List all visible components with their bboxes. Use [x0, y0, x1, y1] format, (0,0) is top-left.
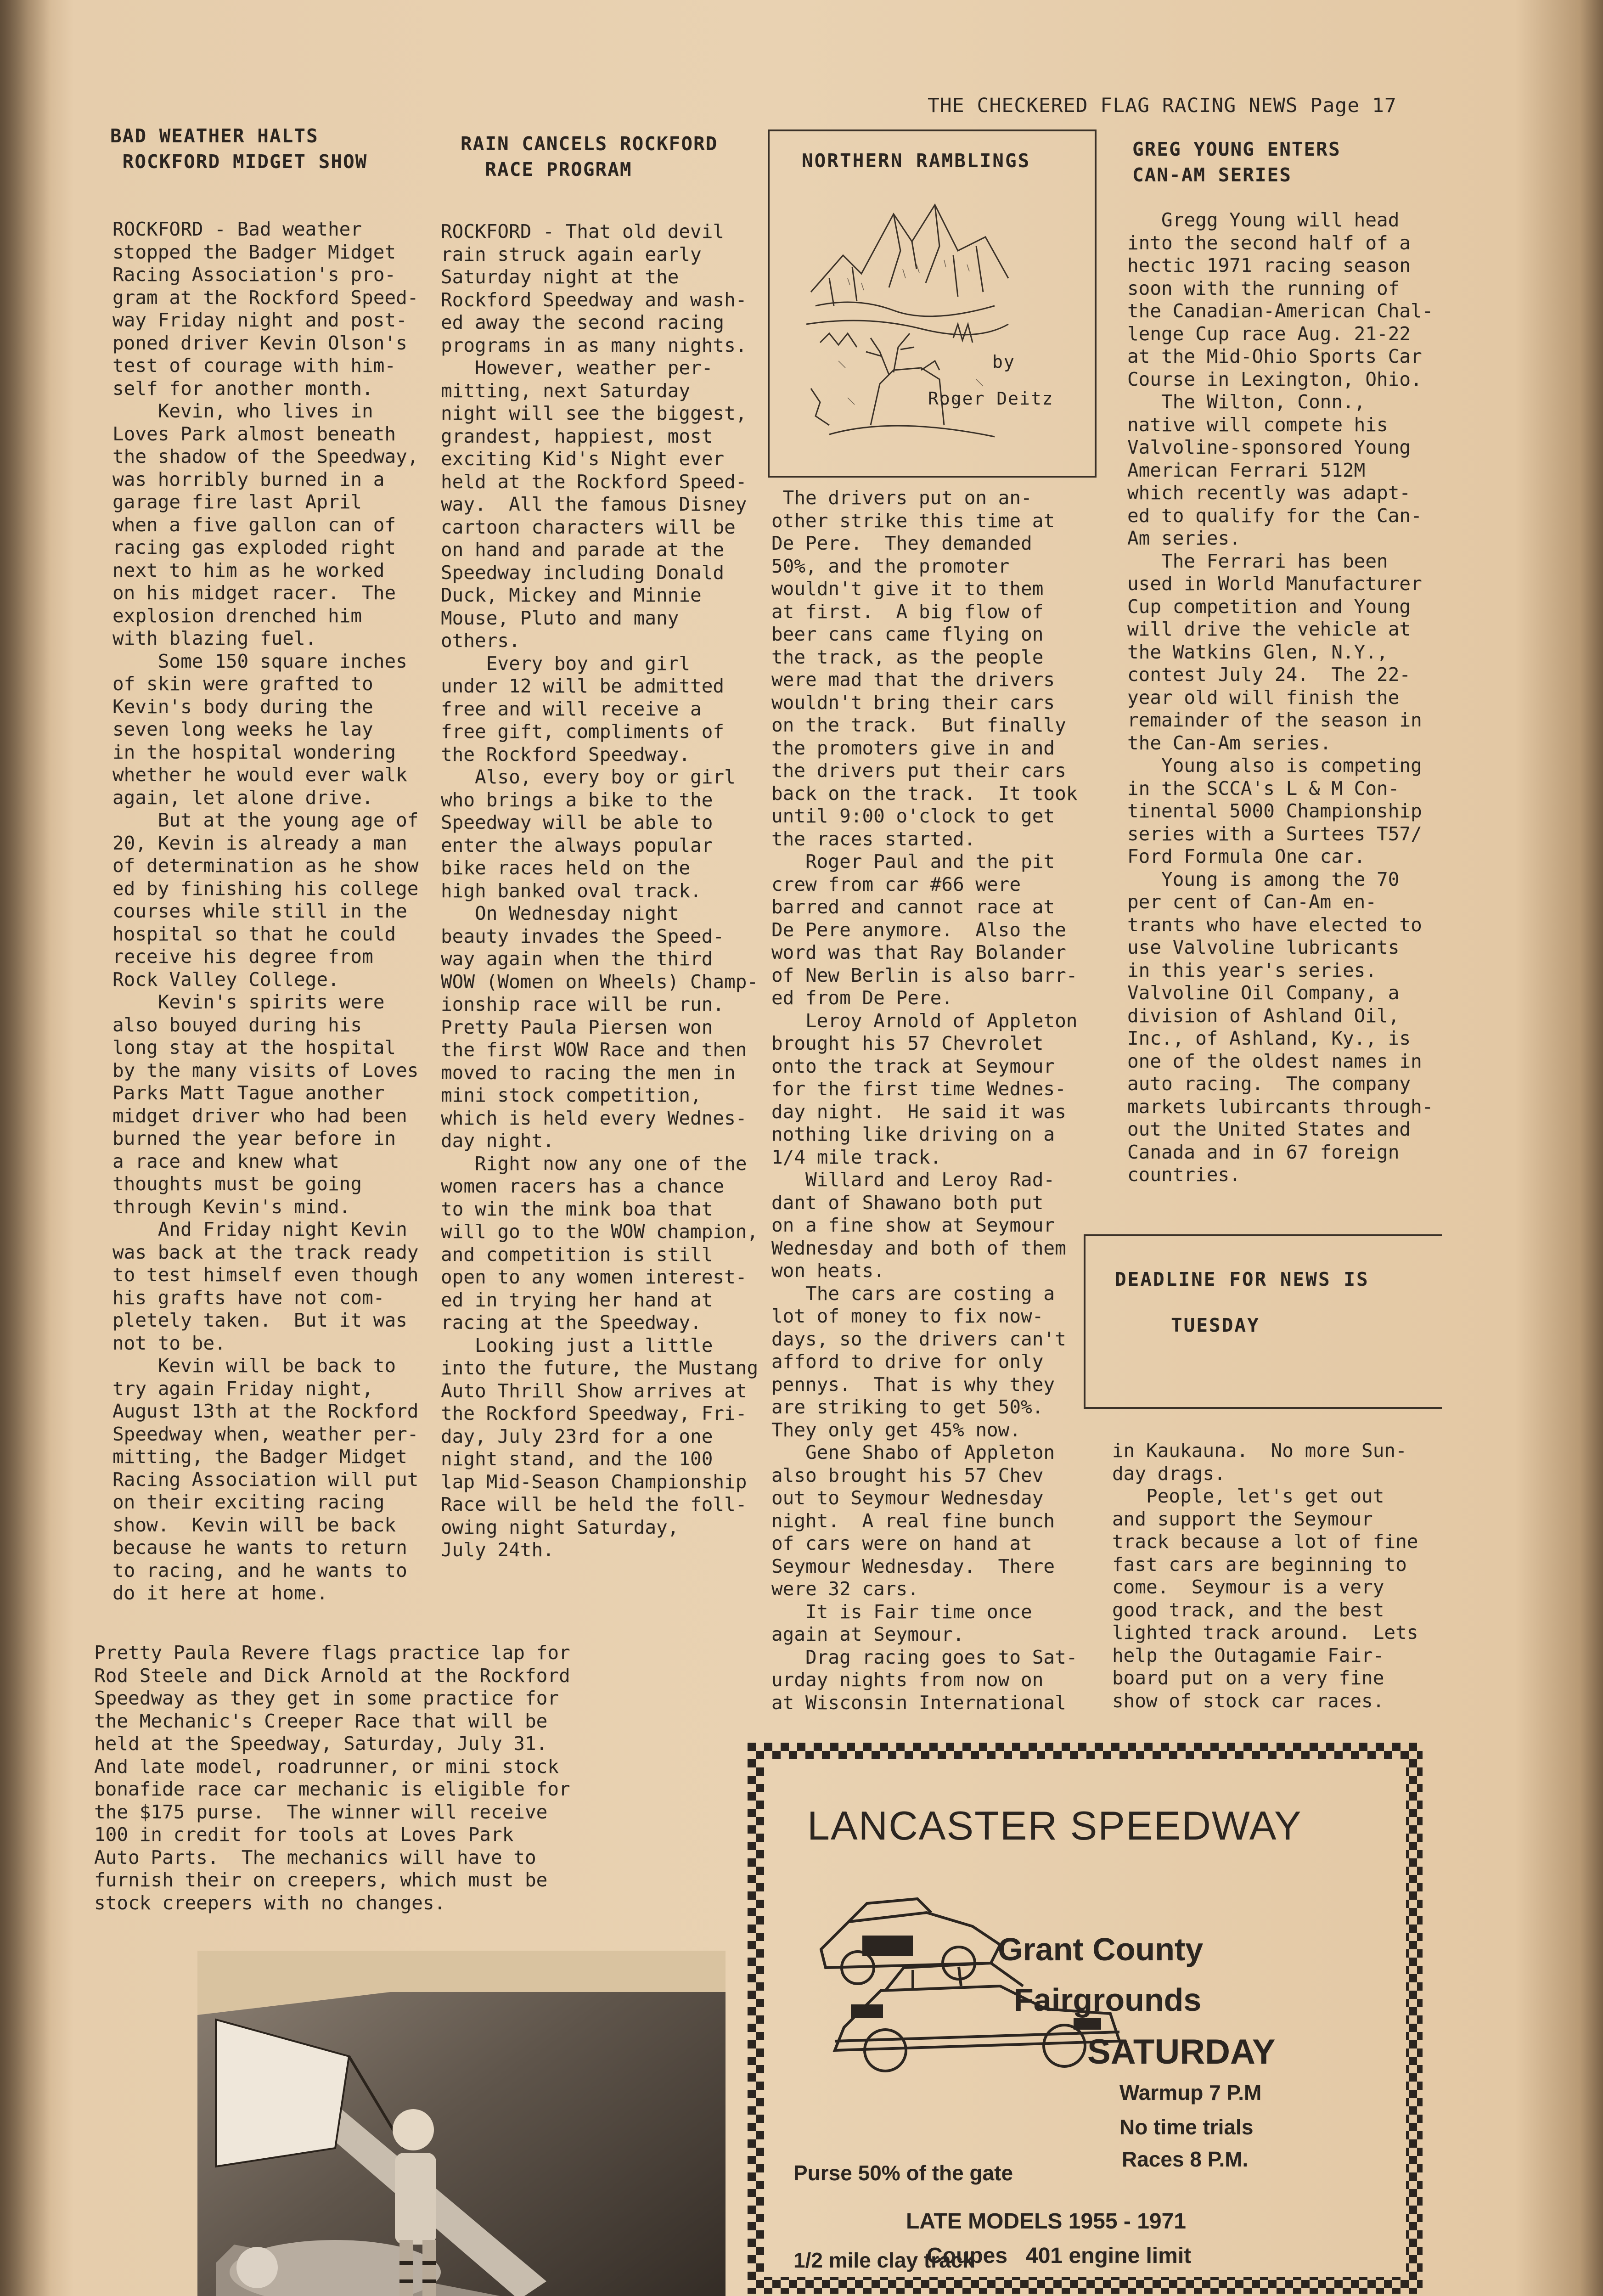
deadline-day: TUESDAY — [1171, 1314, 1260, 1336]
col1-article-body: ROCKFORD - Bad weather stopped the Badger Midget Racing Association's pro- gram at the Rockford Speed- way Friday night and post- poned driver Kevin Olson's test of courage with him- self for another month. Kevin, who lives in Loves Park almost beneath the shadow of the Speedway, was horribly burned in a garage fire last April when a five gallon can of racing gas exploded right next to him as he worked on his midget racer. The explosion drenched him with blazing fuel. Some 150 square inches of skin were grafted to Kevin's body during the seven long weeks he lay in the hospital wondering whether he would ever walk again, let alone drive. But at the young age of 20, Kevin is already a man of determination as he show ed by finishing his college courses while still in the hospital so that he could receive his degree from Rock Valley College. Kevin's spirits were also bouyed during his long stay at the hospital by the many visits of Loves Parks Matt Tague another midget driver who had been burned the year before in a race and knew what thoughts must be going through Kevin's mind. And Friday night Kevin was back at the track ready to test himself even though his grafts have not com- pletely taken. But it was not to be. Kevin will be back to try again Friday night, August 13th at the Rockford Speedway when, weather per- mitting, the Badger Midget Racing Association will put on their exciting racing show. Kevin will be back because he wants to return to racing, and he wants to do it here at home. — [112, 218, 419, 1604]
ad-time-trials: No time trials — [1119, 2115, 1254, 2139]
northern-ramblings-author: Roger Deitz — [928, 388, 1054, 409]
ad-saturday: SATURDAY — [1087, 2032, 1276, 2071]
col4-headline-line: GREG YOUNG ENTERS — [1132, 138, 1341, 160]
col1-headline — [110, 123, 367, 174]
col2-headline — [461, 131, 718, 182]
ad-title: LANCASTER SPEEDWAY — [807, 1803, 1302, 1848]
deadline-notice: DEADLINE FOR NEWS IS — [1115, 1268, 1369, 1290]
photo-caption: Pretty Paula Revere flags practice lap for Rod Steele and Dick Arnold at the Rockford Speedway as they get in some practice for the Mechanic's Creeper Race that will be held at the Speedway, Saturday, July 31. And late model, roadrunner, or mini stock bonafide race car mechanic is eligible for the $175 purse. The winner will receive 100 in credit for tools at Loves Park Auto Parts. The mechanics will have to furnish their on creepers, which must be stock creepers with no changes. — [94, 1642, 570, 1914]
running-head: THE CHECKERED FLAG RACING NEWS Page 17 — [928, 94, 1397, 117]
ad-late-models: LATE MODELS 1955 - 1971 — [906, 2209, 1186, 2234]
deadline-rule-top — [1084, 1234, 1442, 1236]
col4-article-body: Gregg Young will head into the second half of a hectic 1971 racing season soon with the running of the Canadian-American Chal- lenge Cup race Aug. 21-22 at the Mid-Ohio Sports Car Course in Lexington, Ohio. The Wilton, Conn., native will compete his Valvoline-sponsored Young American Ferrari 512M which recently was adapt- ed to qualify for the Can- Am series. The Ferrari has been used in World Manufacturer Cup competition and Young will drive the vehicle at the Watkins Glen, N.Y., contest July 24. The 22- year old will finish the remainder of the season in the Can-Am series. Young also is competing in the SCCA's L & M Con- tinental 5000 Championship series with a Surtees T57/ Ford Formula One car. Young is among the 70 per cent of Can-Am en- trants who have elected to use Valvoline lubricants in this year's series. Valvoline Oil Company, a division of Ashland Oil, Inc., of Ashland, Ky., is one of the oldest names in auto racing. The company markets lubircants through- out the United States and Canada and in 67 foreign countries. — [1127, 209, 1434, 1186]
deadline-rule-bottom — [1084, 1407, 1442, 1409]
col3-article-body: The drivers put on an- other strike this time at De Pere. They demanded 50%, and the promoter wouldn't give it to them at first. A big flow of beer cans came flying on the track, as the people were mad that the drivers wouldn't bring their cars on the track. But finally the promoters give in and the drivers put their cars back on the track. It took until 9:00 o'clock to get the races started. Roger Paul and the pit crew from car #66 were barred and cannot race at De Pere anymore. Also the word was that Ray Bolander of New Berlin is also barr- ed from De Pere. Leroy Arnold of Appleton brought his 57 Chevrolet onto the track at Seymour for the first time Wednes- day night. He said it was nothing like driving on a 1/4 mile track. Willard and Leroy Rad- dant of Shawano both put on a fine show at Seymour Wednesday and both of them won heats. The cars are costing a lot of money to fix now- days, so the drivers can't afford to drive for only pennys. That is why they are striking to get 50%. They only get 45% now. Gene Shabo of Appleton also brought his 57 Chev out to Seymour Wednesday night. A real fine bunch of cars were on hand at Seymour Wednesday. There were 32 cars. It is Fair time once again at Seymour. Drag racing goes to Sat- urday nights from now on at Wisconsin International — [771, 487, 1078, 1714]
ad-races: Races 8 P.M. — [1122, 2147, 1249, 2171]
col1-headline-line: ROCKFORD MIDGET SHOW — [110, 151, 368, 173]
col4-headline — [1132, 136, 1341, 188]
page-fold-shadow — [0, 0, 51, 2296]
flag-girl-photo — [197, 1951, 726, 2296]
lancaster-speedway-ad — [748, 1743, 1423, 2294]
col2-headline-line: RAIN CANCELS ROCKFORD — [461, 133, 718, 155]
ad-track: 1/2 mile clay track — [793, 2248, 974, 2272]
northern-ramblings-title: NORTHERN RAMBLINGS — [802, 150, 1031, 172]
northern-ramblings-box — [768, 129, 1097, 478]
ad-warmup: Warmup 7 P.M — [1119, 2081, 1262, 2105]
deadline-rule-left — [1084, 1234, 1086, 1409]
col1-headline-line: BAD WEATHER HALTS — [110, 125, 319, 147]
col2-headline-line: RACE PROGRAM — [461, 158, 632, 180]
col4-headline-line: CAN-AM SERIES — [1132, 164, 1292, 186]
ad-grant-county: Grant County — [998, 1931, 1204, 1967]
northern-ramblings-by: by — [992, 352, 1015, 372]
col3-continued-body: in Kaukauna. No more Sun- day drags. People, let's get out and support the Seymour track because a lot of fine fast cars are beginning to come. Seymour is a very good track, and the best lighted track around. Lets help the Outagamie Fair- board put on a very fine show of stock car races. — [1112, 1440, 1418, 1712]
col2-article-body: ROCKFORD - That old devil rain struck again early Saturday night at the Rockford Speedway and wash- ed away the second racing programs in as many nights. However, weather per- mitting, next Saturday night will see the biggest, grandest, happiest, most exciting Kid's Night ever held at the Rockford Speed- way. All the famous Disney cartoon characters will be on hand and parade at the Speedway including Donald Duck, Mickey and Minnie Mouse, Pluto and many others. Every boy and girl under 12 will be admitted free and will receive a free gift, compliments of the Rockford Speedway. Also, every boy or girl who brings a bike to the Speedway will be able to enter the always popular bike races held on the high banked oval track. On Wednesday night beauty invades the Speed- way again when the third WOW (Women on Wheels) Champ- ionship race will be run. Pretty Paula Piersen won the first WOW Race and then moved to racing the men in mini stock competition, which is held every Wednes- day night. Right now any one of the women racers has a chance to win the mink boa that will go to the WOW champion, and competition is still open to any women interest- ed in trying her hand at racing at the Speedway. Looking just a little into the future, the Mustang Auto Thrill Show arrives at the Rockford Speedway, Fri- day, July 23rd for a one night stand, and the 100 lap Mid-Season Championship Race will be held the foll- owing night Saturday, July 24th. — [441, 220, 759, 1561]
ad-coupes: Coupes 401 engine limit — [927, 2244, 1192, 2268]
ad-purse: Purse 50% of the gate — [793, 2161, 1013, 2185]
ad-fairgrounds: Fairgrounds — [1014, 1982, 1202, 2018]
